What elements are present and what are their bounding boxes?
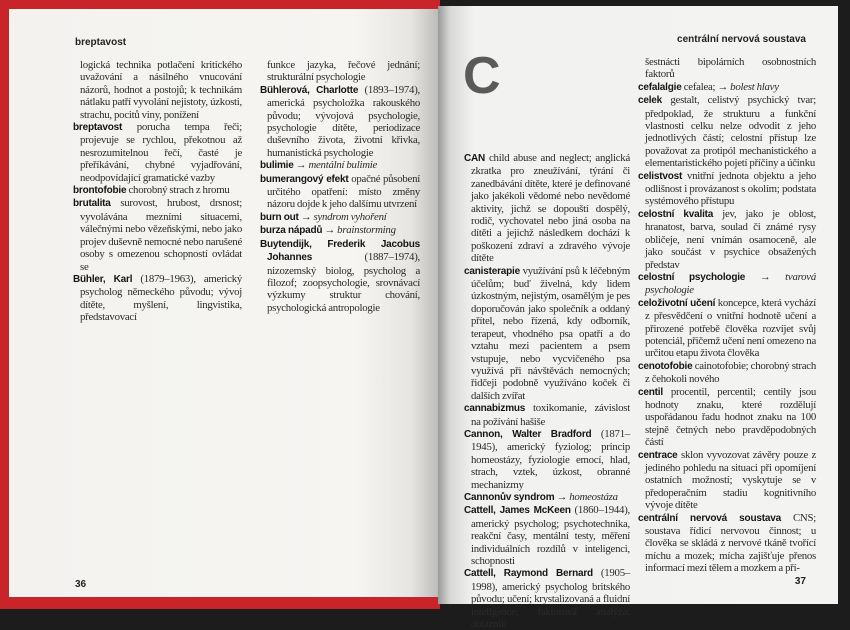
dictionary-entry <box>260 159 420 172</box>
dictionary-entry <box>73 184 242 197</box>
entry-definition: (1893–1974), americká psycholožka rakouského původu; vývojová psychologie, psychologie dítěte, periodizace duševního života, životní křivka, humanistická psychologie <box>267 83 420 159</box>
dictionary-entry <box>260 238 420 314</box>
running-head: breptavost <box>75 37 127 48</box>
dictionary-entry <box>638 94 816 169</box>
entry-term: breptavost <box>73 122 123 134</box>
entry-term: Cattell, Raymond Bernard <box>464 568 593 580</box>
entry-definition: cefalea; → <box>683 80 729 93</box>
dictionary-entry <box>638 56 816 81</box>
entry-term: burn out <box>260 211 299 223</box>
dictionary-entry <box>260 59 420 84</box>
entry-term: centrace <box>638 449 678 461</box>
section-letter: C <box>463 47 501 105</box>
entry-definition: funkce jazyka, řečové jednání; strukturální psychologie <box>267 59 420 84</box>
entry-definition: jev, jako je oblost, hranatost, barva, soulad či známé rysy obličeje, není vnímán osamoceně, ale jako součást v psychice obsažených představ <box>645 207 816 271</box>
entry-definition: gestalt, celistvý psychický tvar; předpoklad, že strukturu a funkční vlastnosti celku nelze odvodit z jeho jednotlivých částí; celostní přístup lze považovat za protipól mechanistického a elementaristického pojetí příčiny a účinku <box>645 94 816 170</box>
entry-term: Cannon, Walter Bradford <box>464 428 592 440</box>
right-column-1 <box>464 152 630 630</box>
entry-term: Cannonův syndrom <box>464 491 555 503</box>
entry-definition: → <box>556 490 568 503</box>
entry-term: brutalita <box>73 198 111 210</box>
dictionary-entry <box>638 360 816 386</box>
entry-definition: chorobný strach z hromu <box>128 184 230 197</box>
dictionary-entry <box>73 273 242 324</box>
dictionary-entry <box>638 449 816 512</box>
dictionary-entry <box>260 224 420 237</box>
page-number: 36 <box>75 579 87 590</box>
entry-term: celoživotní učení <box>638 297 716 309</box>
entry-term: bumerangový efekt <box>260 173 349 185</box>
left-page <box>9 9 441 597</box>
entry-term: brontofobie <box>73 185 127 197</box>
cross-reference: syndrom vyhoření <box>313 210 387 223</box>
cross-reference: homeostáza <box>569 490 618 503</box>
entry-definition: využívání psů k léčebným účelům; buď živelná, kdy lidem úzkostným, nejistým, osamělým je pes doporučován jako společník a oddaný přítel, nebo řízená, kdy odborník, terapeut, vhodného psa opatří a do vztahu mezi pacientem a psem vstupuje, nebo vycvičeného psa využívá při návštěvách nemocných; řidčeji podobně využíváno koček či dalších zvířat <box>471 264 631 402</box>
dictionary-entry <box>638 208 816 271</box>
dictionary-entry <box>464 567 630 630</box>
dictionary-entry <box>638 512 816 575</box>
left-column-2 <box>260 59 420 314</box>
entry-term: Cattell, James McKeen <box>464 505 571 517</box>
entry-term: celostní kvalita <box>638 208 714 220</box>
entry-definition: (1879–1963), americký psycholog německého původu; vývoj dítěte, myšlení, lingvistika, představovací <box>80 272 243 324</box>
dictionary-entry <box>638 386 816 449</box>
dictionary-entry <box>260 173 420 211</box>
entry-definition: → <box>324 224 336 237</box>
entry-definition: (1860–1944), americký psycholog; psychotechnika, reakční časy, mentální testy, měření individuálních rozdílů v inteligenci, schopnosti <box>471 504 630 567</box>
entry-definition: cainotofobie; chorobný strach z čehokoli nového <box>645 359 816 386</box>
dictionary-entry <box>73 59 242 121</box>
entry-term: cenotofobie <box>638 360 693 372</box>
dictionary-entry <box>260 84 420 159</box>
entry-term: cannabizmus <box>464 403 526 415</box>
dictionary-entry <box>638 170 816 208</box>
entry-term: celostní psychologie <box>638 271 746 283</box>
entry-definition: surovost, hrubost, drsnost; vyvolávána mezními situacemi, válečnými nebo vězeňskými, nebo jako projev duševně nemocné nebo narušené osoby s omezenou schopností ovládat se <box>80 197 242 273</box>
entry-definition: logická technika potlačení kritického uvažování a násilného vnucování názorů, hodnot a postojů; k technikám nátlaku patří vyvolání nejistoty, úzkosti, strachu, pocitů viny, ponížení <box>80 59 242 121</box>
entry-definition: → <box>295 159 307 172</box>
cross-reference: brainstorming <box>337 224 396 237</box>
dictionary-entry <box>464 491 630 504</box>
page-number: 37 <box>794 576 806 587</box>
entry-definition: (1887–1974), nizozemský biolog, psycholog a filozof; zoopsychologie, srovnávací výzkumy struktur chování, psychologická antropologie <box>267 251 420 314</box>
dictionary-entry <box>464 504 630 567</box>
entry-term: celek <box>638 95 663 107</box>
dictionary-entry <box>464 402 630 428</box>
entry-definition: opačné působení určitého opatření: místo změny názoru dojde k jeho dalšímu utvrzení <box>267 172 420 211</box>
entry-term: cefalalgie <box>638 81 682 93</box>
left-column-1 <box>73 59 242 324</box>
entry-term: celistvost <box>638 170 683 182</box>
entry-term: Bühler, Karl <box>73 273 133 285</box>
entry-definition: CNS; soustava řídicí nervovou činnost; u člověka se skládá z nervové tkáně tvořící míchu a mozek; mícha zajišťuje přenos informací mezi tělem a mozkem a pří- <box>645 511 816 575</box>
dictionary-entry <box>464 265 630 402</box>
entry-term: centrální nervová soustava <box>638 512 781 524</box>
cross-reference: tvarová psychologie <box>645 270 816 297</box>
running-head: centrální nervová soustava <box>677 34 806 45</box>
entry-term: centil <box>638 386 663 398</box>
entry-definition: sklon vyvozovat závěry pouze z jediného pohledu na situaci při opomíjení ostatních možností; vyskytuje se v předoperačním stadiu kognitivního vývoje dítěte <box>645 448 816 512</box>
dictionary-entry <box>638 271 816 297</box>
dictionary-entry <box>260 211 420 224</box>
entry-term: Buytendijk, Frederik Jacobus Johannes <box>260 238 420 264</box>
entry-definition: child abuse and neglect; anglická zkratka pro zneužívání, týrání či zanedbávání dítěte, které je definované jako jakékoli vědomé nebo nevědomé aktivity, jichž se dopouští dospělý, rodič, vychovatel nebo jiná osoba na dítěti a jejichž následkem dochází k poškození zdraví a zdravého vývoje dítěte <box>471 152 630 265</box>
dictionary-entry <box>73 197 242 272</box>
entry-definition: → <box>300 210 312 223</box>
entry-definition: → <box>759 270 771 283</box>
right-page <box>438 6 838 630</box>
entry-term: canisterapie <box>464 265 520 277</box>
dictionary-entry <box>464 152 630 265</box>
entry-term: CAN <box>464 153 486 164</box>
cross-reference: mentální bulimie <box>308 159 378 172</box>
dictionary-entry <box>73 121 242 184</box>
dictionary-entry <box>464 428 630 491</box>
entry-term: burza nápadů <box>260 225 323 237</box>
entry-definition: porucha tempa řeči; projevuje se rychlou, překotnou až nesrozumitelnou řečí, časté je přeříkávání, chybné vyjadřování, neodpovídající gramatické vazby <box>80 121 242 184</box>
entry-definition: toxikomanie, závislost na požívání hašiše <box>471 402 631 428</box>
cross-reference: bolest hlavy <box>730 80 779 93</box>
entry-term: bulimie <box>260 160 294 172</box>
entry-definition: (1905–1998), americký psycholog britského původu; učení; krystalizovaná a fluidní inteligence; faktorová analýza; dotazník <box>471 567 630 630</box>
entry-term: Bühlerová, Charlotte <box>260 84 359 96</box>
dictionary-entry <box>638 297 816 360</box>
entry-definition: šestnácti bipolárních osobnostních faktorů <box>645 56 816 81</box>
entry-definition: procentil, percentil; centily jsou hodnoty znaku, které rozdělují uspořádanou řadu hodnot znaku na 100 stejně četných nebo pravděpodobných částí <box>645 385 816 449</box>
entry-definition: (1871–1945), americký fyziolog; princip homeostázy, fyziologie emocí, hlad, strach, vztek, úzkost, obranné mechanizmy <box>471 427 630 491</box>
entry-definition: vnitřní jednota objektu a jeho odlišnost i provázanost s okolím; podstata systémového přístupu <box>645 169 816 208</box>
dictionary-entry <box>638 81 816 94</box>
right-column-2 <box>638 56 816 575</box>
entry-definition: koncepce, která vychází z přesvědčení o vnitřní hodnotě učení a přirozené potřebě člověka rozvíjet svůj potenciál, přičemž učení není omezeno na určitou etapu života člověka <box>645 296 816 360</box>
